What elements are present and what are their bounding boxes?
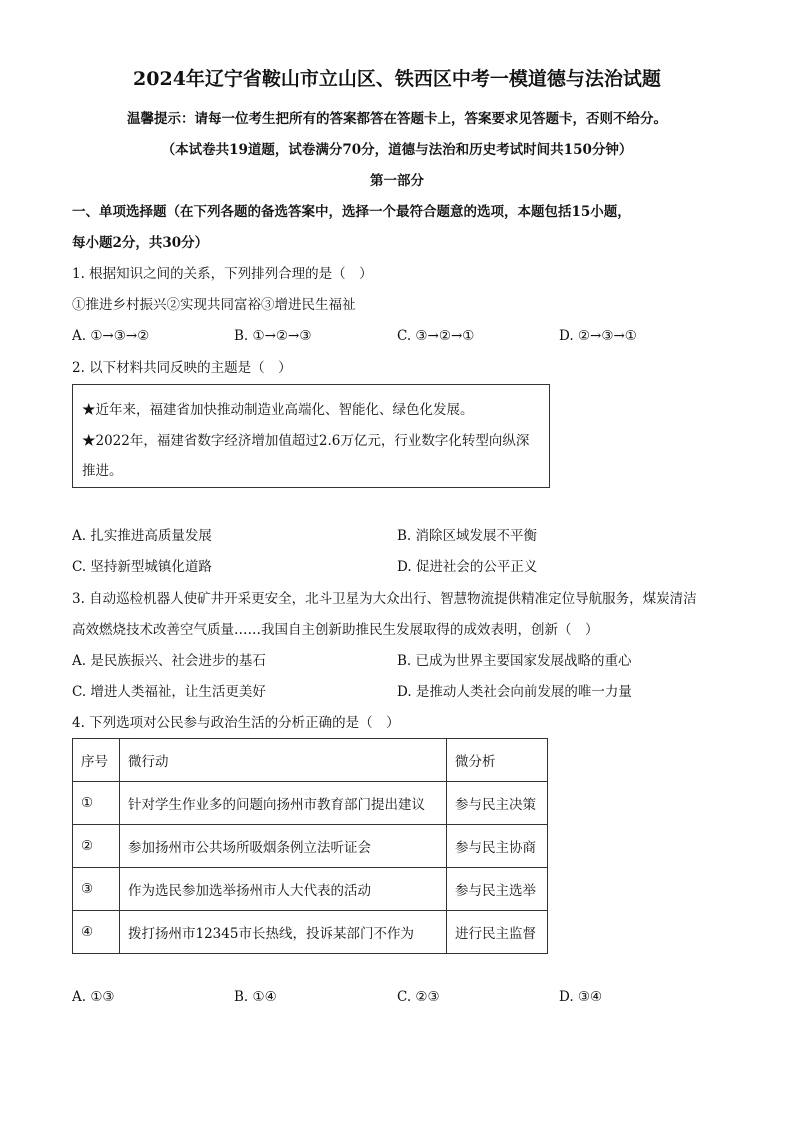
q3-option-a: A. 是民族振兴、社会进步的基石 bbox=[72, 653, 266, 669]
row-analysis-cell: 进行民主监督 bbox=[447, 911, 548, 954]
part-heading: 第一部分 bbox=[370, 173, 424, 189]
q3-stem-line1: 3. 自动巡检机器人使矿井开采更安全，北斗卫星为大众出行、智慧物流提供精准定位导航服务，煤炭清洁 bbox=[72, 591, 697, 607]
row-action-cell: 拨打扬州市12345市长热线，投诉某部门不作为 bbox=[120, 911, 447, 954]
q1-stem: 1. 根据知识之间的关系，下列排列合理的是（ ） bbox=[72, 266, 373, 282]
row-analysis-cell: 参与民主协商 bbox=[447, 825, 548, 868]
q4-table bbox=[72, 738, 548, 954]
table-row bbox=[73, 868, 548, 911]
q2-box-line1: ★近年来，福建省加快推动制造业高端化、智能化、绿色化发展。 bbox=[82, 402, 474, 418]
row-action-cell: 参加扬州市公共场所吸烟条例立法听证会 bbox=[120, 825, 447, 868]
q3-stem-line2: 高效燃烧技术改善空气质量……我国自主创新助推民生发展取得的成效表明，创新（ ） bbox=[72, 622, 599, 638]
q2-option-c: C. 坚持新型城镇化道路 bbox=[72, 559, 212, 575]
row-index-cell: ① bbox=[73, 782, 120, 825]
table-row bbox=[73, 825, 548, 868]
header-cell-analysis: 微分析 bbox=[447, 739, 548, 782]
table-row bbox=[73, 911, 548, 954]
row-index-cell: ③ bbox=[73, 868, 120, 911]
row-index-cell: ② bbox=[73, 825, 120, 868]
q2-box-line3: 推进。 bbox=[82, 463, 123, 479]
exam-info: （本试卷共19道题，试卷满分70分，道德与法治和历史考试时间共150分钟） bbox=[161, 142, 633, 158]
q4-option-d: D. ③④ bbox=[559, 989, 603, 1005]
page-title: 2024年辽宁省鞍山市立山区、铁西区中考一模道德与法治试题 bbox=[133, 68, 661, 90]
row-analysis-cell: 参与民主决策 bbox=[447, 782, 548, 825]
exam-tip: 温馨提示：请每一位考生把所有的答案都答在答题卡上，答案要求见答题卡，否则不给分。 bbox=[127, 111, 667, 127]
q2-option-b: B. 消除区域发展不平衡 bbox=[397, 528, 538, 544]
q2-box-line2: ★2022年，福建省数字经济增加值超过2.6万亿元，行业数字化转型向纵深 bbox=[82, 433, 530, 449]
q1-option-b: B. ①→②→③ bbox=[234, 328, 312, 344]
q4-stem: 4. 下列选项对公民参与政治生活的分析正确的是（ ） bbox=[72, 715, 400, 731]
section-heading-line2: 每小题2分，共30分） bbox=[72, 235, 209, 251]
table-row bbox=[73, 782, 548, 825]
q4-option-b: B. ①④ bbox=[234, 989, 277, 1005]
row-action-cell: 针对学生作业多的问题向扬州市教育部门提出建议 bbox=[120, 782, 447, 825]
section-heading-line1: 一、单项选择题（在下列各题的备选答案中，选择一个最符合题意的选项，本题包括15小题， bbox=[72, 204, 631, 220]
q3-option-c: C. 增进人类福祉，让生活更美好 bbox=[72, 684, 266, 700]
q2-material-box bbox=[72, 384, 550, 488]
q2-option-a: A. 扎实推进高质量发展 bbox=[72, 528, 212, 544]
q1-option-c: C. ③→②→① bbox=[397, 328, 475, 344]
q4-option-c: C. ②③ bbox=[397, 989, 440, 1005]
q4-option-a: A. ①③ bbox=[72, 989, 115, 1005]
row-index-cell: ④ bbox=[73, 911, 120, 954]
q1-option-d: D. ②→③→① bbox=[559, 328, 637, 344]
row-analysis-cell: 参与民主选举 bbox=[447, 868, 548, 911]
q3-option-d: D. 是推动人类社会向前发展的唯一力量 bbox=[397, 684, 632, 700]
header-cell-action: 微行动 bbox=[120, 739, 447, 782]
q1-option-a: A. ①→③→② bbox=[72, 328, 150, 344]
q2-option-d: D. 促进社会的公平正义 bbox=[397, 559, 538, 575]
q1-material: ①推进乡村振兴②实现共同富裕③增进民生福祉 bbox=[72, 297, 356, 313]
q3-option-b: B. 已成为世界主要国家发展战略的重心 bbox=[397, 653, 632, 669]
header-cell-index: 序号 bbox=[73, 739, 120, 782]
row-action-cell: 作为选民参加选举扬州市人大代表的活动 bbox=[120, 868, 447, 911]
q2-stem: 2. 以下材料共同反映的主题是（ ） bbox=[72, 360, 292, 376]
table-header-row bbox=[73, 739, 548, 782]
